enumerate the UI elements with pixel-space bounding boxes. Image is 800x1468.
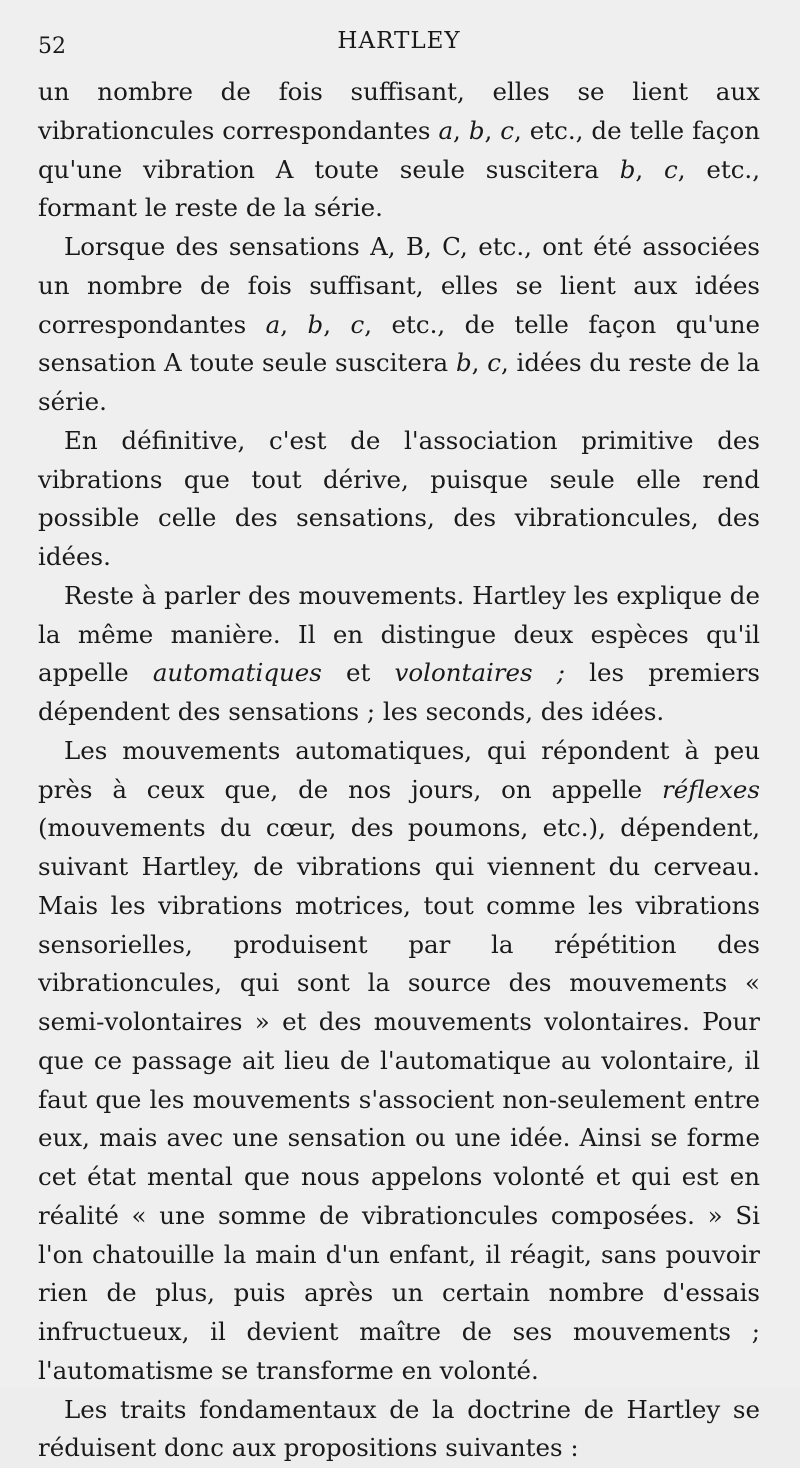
paragraph	[38, 1391, 760, 1468]
text-run: Lorsque des sensations A, B, C, etc., ont été associées un nombre de fois suffisant, elles se lient aux idées correspondantes	[38, 232, 760, 339]
text-run: Les mouvements automatiques, qui répondent à peu près à ceux que, de nos jours, on appelle	[38, 736, 760, 804]
italic-text: automatiques	[153, 658, 322, 687]
italic-text: b	[469, 116, 485, 145]
text-run: un nombre de fois suffisant, elles se lient aux vibrationcules correspondantes	[38, 77, 760, 145]
text-run: les premiers dépendent des sensations ; les seconds, des idées.	[38, 658, 760, 726]
page-header	[38, 28, 760, 62]
text-run: ,	[485, 116, 501, 145]
paragraph	[38, 73, 760, 228]
paragraph	[38, 228, 760, 422]
italic-text: c	[487, 348, 501, 377]
italic-text: volontaires ;	[395, 658, 565, 687]
running-head: HARTLEY	[38, 28, 760, 54]
text-run: , etc., formant le reste de la série.	[38, 155, 760, 223]
italic-text: a	[438, 116, 453, 145]
text-run: ,	[280, 310, 307, 339]
italic-text: b	[620, 155, 636, 184]
text-run: ,	[323, 310, 350, 339]
italic-text: b	[308, 310, 324, 339]
paragraph	[38, 577, 760, 732]
text-run: Les traits fondamentaux de la doctrine de Hartley se réduisent donc aux propositions suivantes :	[38, 1395, 760, 1463]
text-run: ,	[635, 155, 664, 184]
text-run: ,	[453, 116, 469, 145]
italic-text: c	[664, 155, 678, 184]
body-text	[38, 73, 760, 1468]
text-run: Reste à parler des mouvements. Hartley les explique de la même manière. Il en distingue deux espèces qu'il appelle	[38, 581, 760, 688]
italic-text: réflexes	[662, 775, 760, 804]
text-run: , etc., de telle façon qu'une sensation A toute seule suscitera	[38, 310, 760, 378]
text-run: et	[322, 658, 395, 687]
italic-text: c	[351, 310, 365, 339]
text-run: , idées du reste de la série.	[38, 348, 760, 416]
paragraph	[38, 422, 760, 577]
italic-text: b	[456, 348, 472, 377]
text-run: (mouvements du cœur, des poumons, etc.), dépendent, suivant Hartley, de vibrations qui viennent du cerveau. Mais les vibrations motrices, tout comme les vibrations sensorielles, produisent par la répétition des vibrationcules, qui sont la source des mouvements « semi-volontaires » et des mouvements volontaires. Pour que ce passage ait lieu de l'automatique au volontaire, il faut que les mouvements s'associent non-seulement entre eux, mais avec une sensation ou une idée. Ainsi se forme cet état mental que nous appelons volonté et qui est en réalité « une somme de vibrationcules composées. » Si l'on chatouille la main d'un enfant, il réagit, sans pouvoir rien de plus, puis après un certain nombre d'essais infructueux, il devient maître de ses mouvements ; l'automatisme se transforme en volonté.	[38, 813, 760, 1385]
page-number: 52	[38, 34, 66, 59]
paragraph	[38, 732, 760, 1391]
text-run: , etc., de telle façon qu'une vibration A toute seule suscitera	[38, 116, 760, 184]
text-run: En définitive, c'est de l'association primitive des vibrations que tout dérive, puisque seule elle rend possible celle des sensations, des vibrationcules, des idées.	[38, 426, 760, 571]
text-run: ,	[472, 348, 488, 377]
italic-text: c	[500, 116, 514, 145]
italic-text: a	[266, 310, 281, 339]
